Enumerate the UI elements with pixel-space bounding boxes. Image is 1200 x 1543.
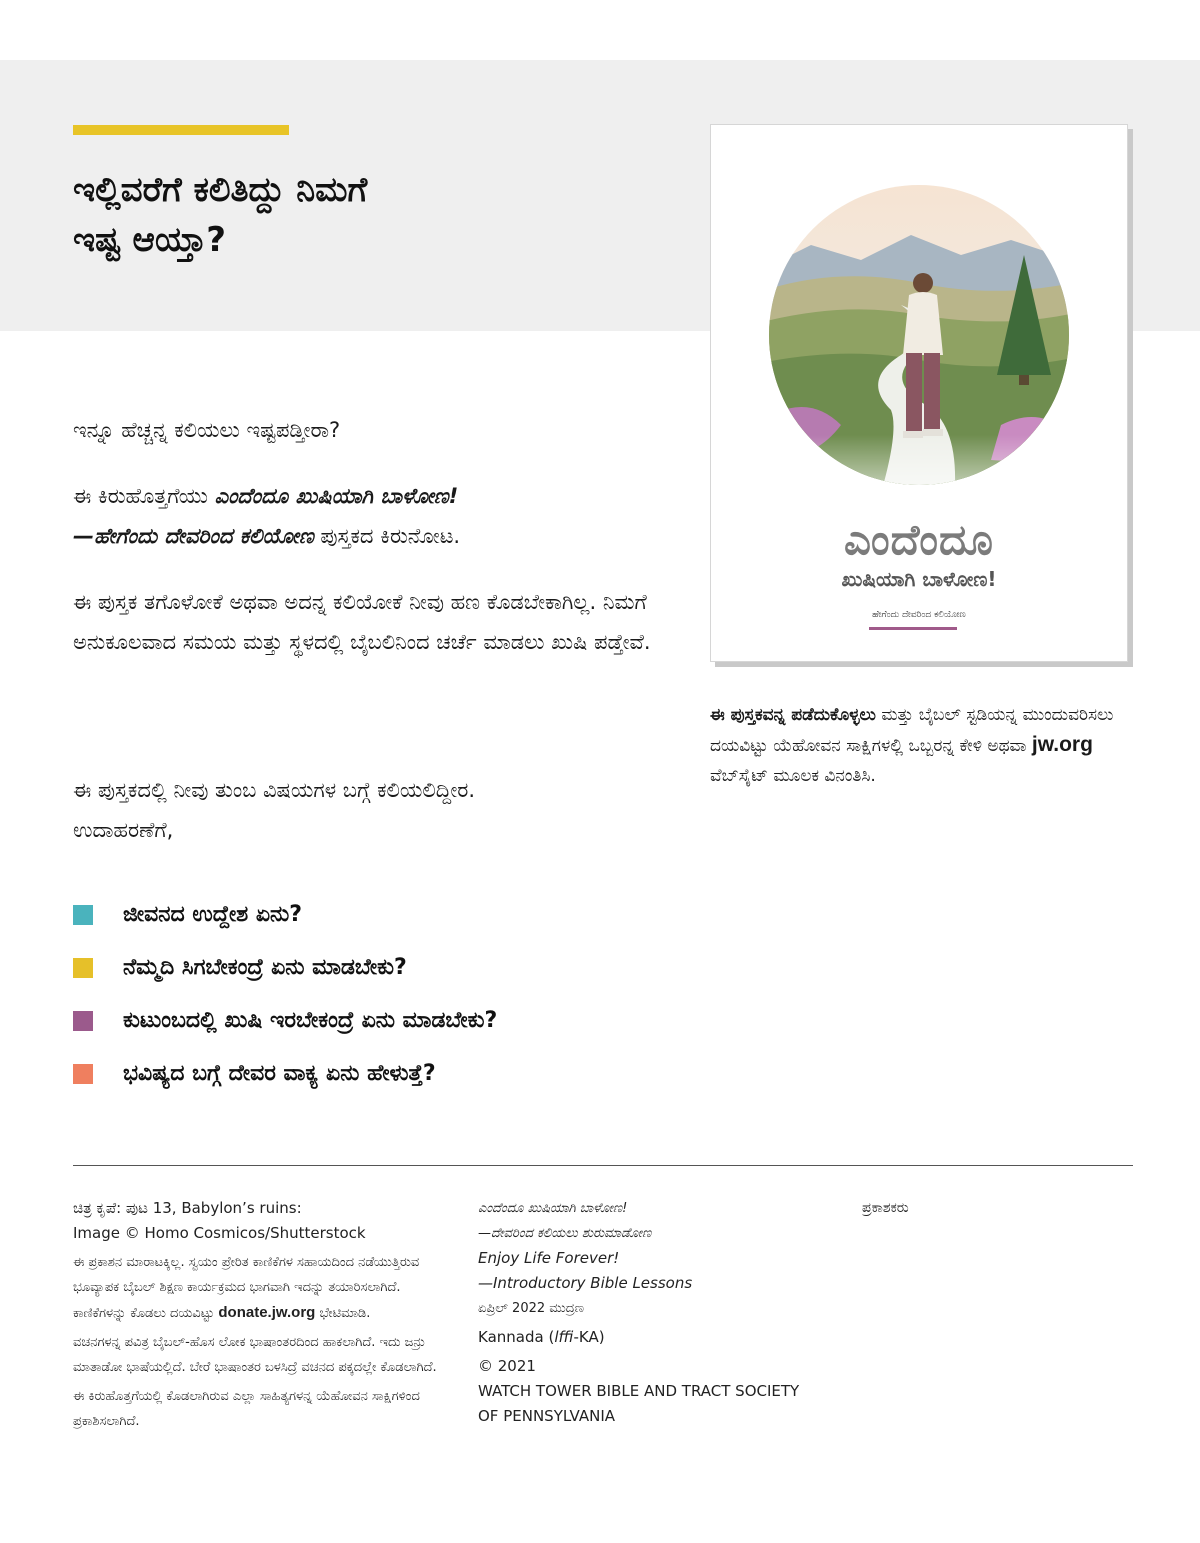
page-title — [73, 165, 633, 265]
kannada-title-line2: —ದೇವರಿಂದ ಕಲಿಯಲು ಶುರುಮಾಡೋಣ — [478, 1226, 652, 1241]
brochure-title-line1: ಎಂದೆಂದೂ ಖುಷಿಯಾಗಿ ಬಾಳೋಣ! — [214, 484, 459, 508]
cover-title-small: ಖುಷಿಯಾಗಿ ಬಾಳೋಣ! — [841, 567, 997, 591]
cover-illustration — [751, 165, 1087, 525]
society-line1: WATCH TOWER BIBLE AND TRACT SOCIETY — [478, 1382, 800, 1400]
request-note-text: ಮತ್ತು ಬೈಬಲ್ ಸ್ಟಡಿಯನ್ನ ಮುಂದುವರಿಸಲು ದಯವಿಟ್ಟು ಯೆಹೋವನ ಸಾಕ್ಷಿಗಳಲ್ಲಿ ಒಬ್ಬರನ್ನ ಕೇಳಿ ಅಥವಾ — [710, 705, 1114, 756]
language-code-line — [478, 1325, 838, 1350]
language-prefix: Kannada ( — [478, 1328, 555, 1346]
language-suffix: -KA) — [573, 1328, 605, 1346]
copyright-year: © 2021 — [478, 1357, 536, 1375]
brochure-prefix: ಈ ಕಿರುಹೊತ್ತಗೆಯು — [73, 484, 215, 508]
image-credit — [73, 1196, 448, 1246]
kannada-title-line1: ಎಂದೆಂದೂ ಖುಷಿಯಾಗಿ ಬಾಳೋಣ! — [478, 1201, 628, 1216]
society-line2: OF PENNSYLVANIA — [478, 1407, 616, 1425]
list-item — [73, 994, 753, 1047]
cover-underline — [869, 627, 957, 630]
topic-text: ಕುಟುಂಬದಲ್ಲಿ ಖುಷಿ ಇರಬೇಕಂದ್ರೆ ಏನು ಮಾಡಬೇಕು? — [123, 1008, 498, 1033]
request-note — [710, 700, 1130, 791]
topics-list — [73, 888, 753, 1100]
footer-column-credits — [73, 1196, 448, 1438]
cover-title-big: ಎಂದೆಂದೂ — [844, 515, 994, 564]
language-code: lffi — [554, 1328, 574, 1346]
page-title-line2: ಇಷ್ಟ ಆಯ್ತಾ? — [73, 220, 226, 260]
teal-square-bullet-icon — [73, 905, 93, 925]
list-item — [73, 888, 753, 941]
request-note-end: ವೆಬ್‌ಸೈಟ್ ಮೂಲಕ ವಿನಂತಿಸಿ. — [710, 766, 876, 786]
free-offer-text: ಈ ಪುಸ್ತಕ ತಗೊಳೋಕೆ ಅಥವಾ ಅದನ್ನ ಕಲಿಯೋಕೆ ನೀವು ಹಣ ಕೊಡಬೇಕಾಗಿಲ್ಲ. ನಿಮಗೆ ಅನುಕೂಲವಾದ ಸಮಯ ಮತ್ತು ಸ್ಥಳದಲ್ಲಿ ಬೈಬಲಿನಿಂದ ಚರ್ಚೆ ಮಾಡಲು ಖುಷಿ ಪಡ್ತೇವೆ. — [73, 590, 651, 654]
publishers-label: ಪ್ರಕಾಶಕರು — [862, 1200, 909, 1216]
coral-square-bullet-icon — [73, 1064, 93, 1084]
topic-text: ಜೀವನದ ಉದ್ದೇಶ ಏನು? — [123, 902, 303, 927]
request-note-lead: ಈ ಪುಸ್ತಕವನ್ನ ಪಡೆದುಕೊಳ್ಳಲು — [710, 705, 876, 725]
accent-bar — [73, 125, 289, 135]
english-title-line1: Enjoy Life Forever! — [478, 1249, 620, 1267]
kannada-title — [478, 1196, 838, 1246]
bible-translation-note: ವಚನಗಳನ್ನ ಪವಿತ್ರ ಬೈಬಲ್-ಹೊಸ ಲೋಕ ಭಾಷಾಂತರದಿಂದ ಹಾಕಲಾಗಿದೆ. ಇದು ಜನ್ರು ಮಾತಾಡೋ ಭಾಷೆಯಲ್ಲಿದೆ. ಬೇರೆ ಭಾಷಾಂತರ ಬಳಸಿದ್ರೆ ವಚನದ ಪಕ್ಕದಲ್ಲೇ ಕೊಡಲಾಗಿದೆ. — [73, 1335, 437, 1375]
jw-org-link[interactable]: jw.org — [1031, 733, 1093, 756]
publisher-note: ಈ ಕಿರುಹೊತ್ತಗೆಯಲ್ಲಿ ಕೊಡಲಾಗಿರುವ ಎಲ್ಲಾ ಸಾಹಿತ್ಯಗಳನ್ನ ಯೆಹೋವನ ಸಾಕ್ಷಿಗಳಿಂದ ಪ್ರಕಾಶಿಸಲಾಗಿದೆ. — [73, 1389, 420, 1429]
list-item — [73, 941, 753, 994]
footer-column-publication — [478, 1196, 838, 1429]
yellow-square-bullet-icon — [73, 958, 93, 978]
page-title-line1: ಇಲ್ಲಿವರೆಗೆ ಕಲಿತಿದ್ದು ನಿಮಗೆ — [73, 170, 368, 210]
english-title-line2: —Introductory Bible Lessons — [478, 1274, 693, 1292]
topic-text: ಭವಿಷ್ಯದ ಬಗ್ಗೆ ದೇವರ ವಾಕ್ಯ ಏನು ಹೇಳುತ್ತೆ? — [123, 1061, 436, 1086]
printing-date: ಏಪ್ರಿಲ್ 2022 ಮುದ್ರಣ — [478, 1301, 584, 1316]
not-for-sale-text: ಈ ಪ್ರಕಾಶನ ಮಾರಾಟಕ್ಕಿಲ್ಲ. ಸ್ವಯಂ ಪ್ರೇರಿತ ಕಾಣಿಕೆಗಳ ಸಹಾಯದಿಂದ ನಡೆಯುತ್ತಿರುವ ಭೂವ್ಯಾಪಕ ಬೈಬಲ್ ಶಿಕ್ಷಣ ಕಾರ್ಯಕ್ರಮದ ಭಾಗವಾಗಿ ಇದನ್ನು ತಯಾರಿಸಲಾಗಿದೆ. ಕಾಣಿಕೆಗಳನ್ನು ಕೊಡಲು ದಯವಿಟ್ಟು — [73, 1255, 420, 1321]
image-credit-line2: Image © Homo Cosmicos/Shutterstock — [73, 1224, 366, 1242]
brochure-title-line2: —ಹೇಗೆಂದು ದೇವರಿಂದ ಕಲಿಯೋಣ — [73, 524, 314, 548]
topics-intro: ಈ ಪುಸ್ತಕದಲ್ಲಿ ನೀವು ತುಂಬ ವಿಷಯಗಳ ಬಗ್ಗೆ ಕಲಿಯಲಿದ್ದೀರ. ಉದಾಹರಣೆಗೆ, — [73, 778, 476, 842]
intro-question: ಇನ್ನೂ ಹೆಚ್ಚನ್ನ ಕಲಿಯಲು ಇಷ್ಟಪಡ್ತೀರಾ? — [73, 418, 341, 442]
not-for-sale-end: ಭೇಟಿಮಾಡಿ. — [315, 1306, 371, 1321]
brochure-description — [73, 476, 693, 556]
cover-subtitle: ಹೇಗೆಂದು ದೇವರಿಂದ ಕಲಿಯೋಣ — [872, 610, 966, 620]
purple-square-bullet-icon — [73, 1011, 93, 1031]
english-title — [478, 1246, 838, 1296]
topic-text: ನೆಮ್ಮದಿ ಸಿಗಬೇಕಂದ್ರೆ ಏನು ಮಾಡಬೇಕು? — [123, 955, 407, 980]
brochure-suffix: ಪುಸ್ತಕದ ಕಿರುನೋಟ. — [313, 524, 461, 548]
copyright-block — [478, 1354, 838, 1429]
donate-link[interactable]: donate.jw.org — [218, 1304, 316, 1321]
list-item — [73, 1047, 753, 1100]
image-credit-line1: ಚಿತ್ರ ಕೃಪೆ: ಪುಟ 13, Babylon’s ruins: — [73, 1199, 302, 1217]
book-cover — [710, 124, 1128, 662]
footer-divider — [73, 1165, 1133, 1166]
not-for-sale-note — [73, 1250, 448, 1326]
